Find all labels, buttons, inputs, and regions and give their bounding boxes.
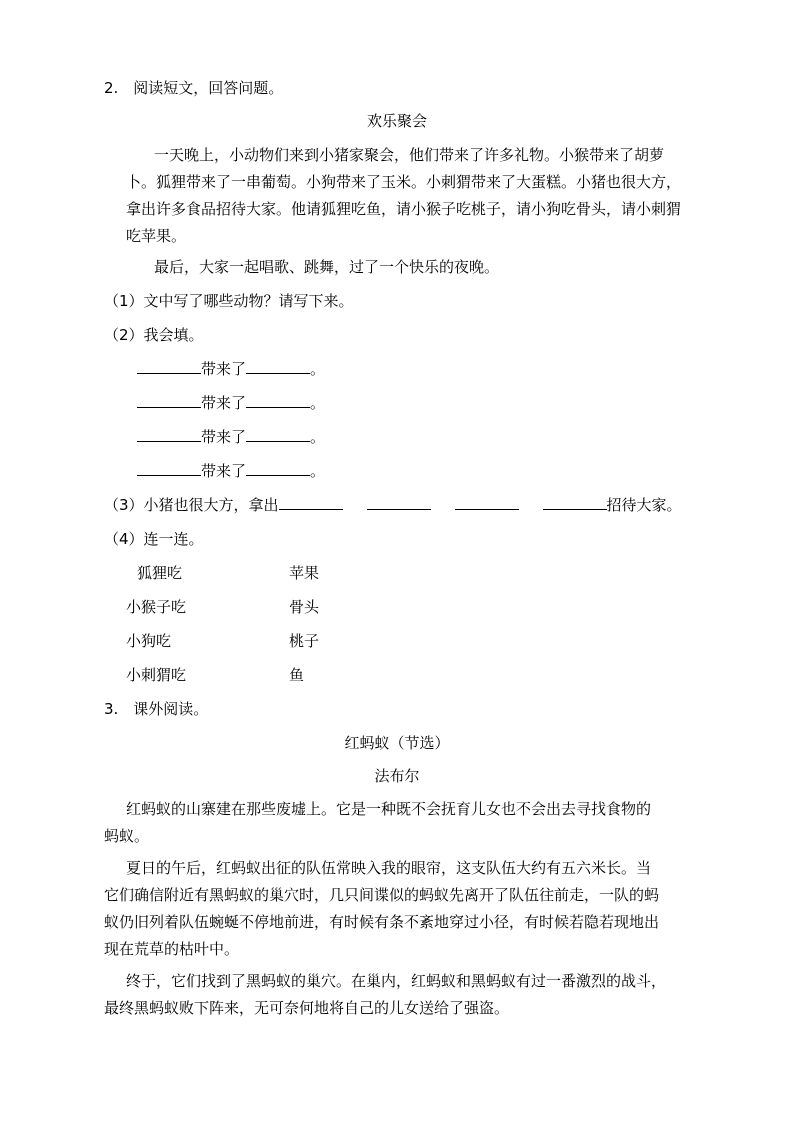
- paragraph-line: 蚁仍旧列着队伍蜿蜒不停地前进，有时候有条不紊地穿过小径，有时候若隐若现地出: [104, 913, 660, 931]
- passage-paragraph-2: 最后，大家一起唱歌、跳舞，过了一个快乐的夜晚。: [154, 258, 500, 276]
- answer-blank[interactable]: [246, 359, 310, 374]
- paragraph-line: 红蚂蚁的山寨建在那些废墟上。它是一种既不会抚育儿女也不会出去寻找食物的: [126, 800, 652, 818]
- sub-question-3-prefix: （3）小猪也很大方，拿出: [104, 496, 279, 514]
- answer-blank[interactable]: [246, 393, 310, 408]
- match-right-item[interactable]: 骨头: [289, 598, 320, 616]
- fill-middle-text: 带来了: [201, 462, 247, 480]
- match-left-item[interactable]: 狐狸吃: [137, 564, 183, 582]
- match-left-item[interactable]: 小猴子吃: [126, 598, 187, 616]
- answer-blank[interactable]: [246, 461, 310, 476]
- fill-row: [137, 461, 325, 481]
- fill-middle-text: 带来了: [201, 428, 247, 446]
- paragraph-line: 卜。狐狸带来了一串葡萄。小狗带来了玉米。小刺猬带来了大蛋糕。小猪也很大方，: [126, 173, 682, 191]
- sub-question-4: （4）连一连。: [104, 530, 204, 548]
- paragraph-line: 夏日的午后，红蚂蚁出征的队伍常映入我的眼帘，这支队伍大约有五六米长。当: [126, 859, 652, 877]
- paragraph-line: 一天晚上，小动物们来到小猪家聚会，他们带来了许多礼物。小猴带来了胡萝: [154, 146, 665, 164]
- fill-end-text: 。: [310, 394, 326, 412]
- paragraph-line: 最终黑蚂蚁败下阵来，无可奈何地将自己的儿女送给了强盗。: [104, 999, 510, 1017]
- paragraph-line: 蚂蚁。: [104, 827, 150, 845]
- match-left-item[interactable]: 小刺猬吃: [126, 666, 187, 684]
- match-right-item[interactable]: 苹果: [289, 564, 320, 582]
- fill-row: [137, 359, 325, 379]
- match-left-item[interactable]: 小狗吃: [126, 632, 172, 650]
- fill-end-text: 。: [310, 360, 326, 378]
- answer-blank[interactable]: [367, 495, 431, 510]
- fill-end-text: 。: [310, 428, 326, 446]
- match-right-item[interactable]: 鱼: [289, 666, 305, 684]
- sub-question-3-suffix: 招待大家。: [606, 496, 682, 514]
- fill-middle-text: 带来了: [201, 360, 247, 378]
- answer-blank[interactable]: [543, 495, 607, 510]
- fill-row: [137, 427, 325, 447]
- paragraph-line: 吃苹果。: [126, 227, 187, 245]
- answer-blank[interactable]: [455, 495, 519, 510]
- passage-title: 欢乐聚会: [366, 112, 427, 130]
- answer-blank[interactable]: [137, 461, 201, 476]
- passage-title: 红蚂蚁（节选）: [344, 734, 450, 752]
- answer-blank[interactable]: [246, 427, 310, 442]
- fill-row: [137, 393, 325, 413]
- question-3-heading: 3. 课外阅读。: [104, 700, 209, 718]
- paragraph-line: 现在荒草的枯叶中。: [104, 940, 240, 958]
- sub-question-2: （2）我会填。: [104, 326, 204, 344]
- answer-blank[interactable]: [137, 359, 201, 374]
- question-2-heading: 2. 阅读短文，回答问题。: [104, 79, 284, 97]
- answer-blank[interactable]: [279, 495, 343, 510]
- answer-blank[interactable]: [137, 393, 201, 408]
- sub-question-3: [104, 495, 682, 515]
- paragraph-line: 它们确信附近有黑蚂蚁的巢穴时，几只间谍似的蚂蚁先离开了队伍往前走，一队的蚂: [104, 886, 660, 904]
- paragraph-line: 终于，它们找到了黑蚂蚁的巢穴。在巢内，红蚂蚁和黑蚂蚁有过一番激烈的战斗，: [126, 972, 667, 990]
- fill-middle-text: 带来了: [201, 394, 247, 412]
- match-right-item[interactable]: 桃子: [289, 632, 320, 650]
- sub-question-1: （1）文中写了哪些动物？请写下来。: [104, 292, 354, 310]
- passage-author: 法布尔: [374, 767, 420, 785]
- answer-blank[interactable]: [137, 427, 201, 442]
- paragraph-line: 拿出许多食品招待大家。他请狐狸吃鱼，请小猴子吃桃子，请小狗吃骨头，请小刺猬: [126, 200, 682, 218]
- fill-end-text: 。: [310, 462, 326, 480]
